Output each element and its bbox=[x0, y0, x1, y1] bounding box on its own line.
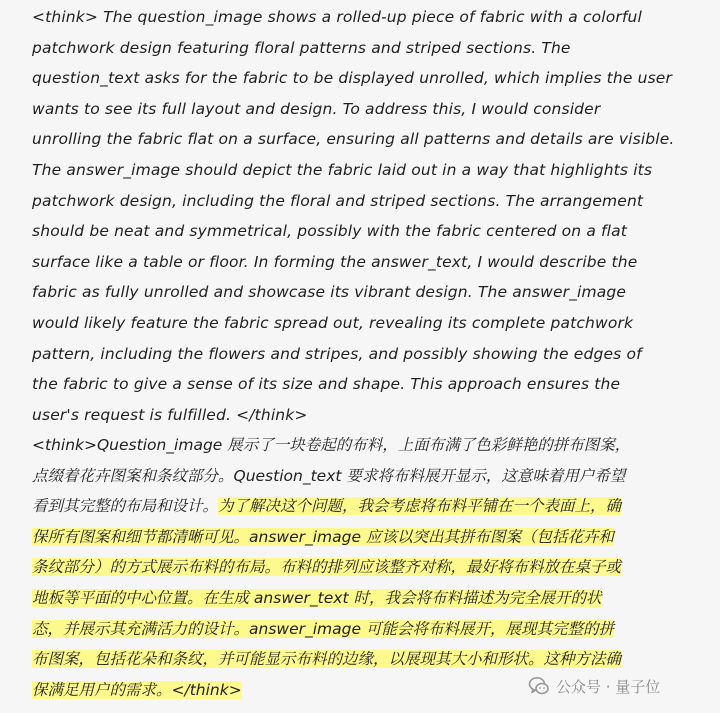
highlighted-text: 为了解决这个问题，我会考虑将布料平铺在一个表面上，确 bbox=[218, 497, 622, 516]
highlighted-text: 态，并展示其充满活力的设计。answer_image 可能会将布料展开，展现其完整的拼 bbox=[32, 619, 614, 638]
highlighted-text: 保满足用户的需求。</think> bbox=[32, 680, 242, 699]
text-line: would likely feature the fabric spread out, revealing its complete patchwork bbox=[32, 313, 634, 332]
watermark-text: 公众号 · 量子位 bbox=[556, 677, 661, 696]
highlighted-text: 布图案，包括花朵和条纹，并可能显示布料的边缘，以展现其大小和形状。这种方法确 bbox=[32, 650, 622, 669]
highlighted-text: 保所有图案和细节都清晰可见。answer_image 应该以突出其拼布图案（包括花卉和 bbox=[32, 527, 614, 546]
chinese-think-paragraph bbox=[32, 430, 702, 705]
text-line bbox=[32, 614, 702, 645]
text-line: fabric as fully unrolled and showcase its vibrant design. The answer_image bbox=[32, 283, 627, 302]
text-line: <think>Question_image 展示了一块卷起的布料，上面布满了色彩鲜艳的拼布图案， bbox=[32, 436, 631, 454]
plain-text: 看到其完整的布局和设计。 bbox=[32, 497, 219, 516]
text-line: pattern, including the flowers and stripes, and possibly showing the edges of bbox=[32, 344, 642, 363]
text-line bbox=[32, 552, 702, 583]
text-line: <think> The question_image shows a rolled-up piece of fabric with a colorful bbox=[32, 8, 642, 26]
highlighted-text: 地板等平面的中心位置。在生成 answer_text 时，我会将布料描述为完全展开的状 bbox=[32, 588, 602, 607]
text-line: user's request is fulfilled. </think> bbox=[32, 405, 308, 424]
text-line bbox=[32, 644, 702, 675]
text-line: question_text asks for the fabric to be displayed unrolled, which implies the user bbox=[32, 69, 673, 88]
text-line: The answer_image should depict the fabric laid out in a way that highlights its bbox=[32, 160, 653, 179]
text-line bbox=[32, 583, 702, 614]
wechat-icon bbox=[528, 675, 550, 697]
text-line: 点缀着花卉图案和条纹部分。Question_text 要求将布料展开显示，这意味着用户希望 bbox=[32, 466, 626, 485]
text-line: patchwork design, including the floral and striped sections. The arrangement bbox=[32, 191, 644, 210]
highlighted-text: 条纹部分）的方式展示布料的布局。布料的排列应该整齐对称，最好将布料放在桌子或 bbox=[32, 558, 622, 577]
text-line: the fabric to give a sense of its size and shape. This approach ensures the bbox=[32, 375, 621, 394]
text-line: wants to see its full layout and design. To address this, I would consider bbox=[32, 99, 601, 118]
watermark bbox=[528, 672, 660, 700]
text-line: unrolling the fabric flat on a surface, ensuring all patterns and details are visible. bbox=[32, 130, 675, 149]
text-line bbox=[32, 491, 702, 522]
text-line: patchwork design featuring floral patterns and striped sections. The bbox=[32, 38, 571, 57]
text-line bbox=[32, 522, 702, 553]
text-line: surface like a table or floor. In forming the answer_text, I would describe the bbox=[32, 252, 638, 271]
english-think-paragraph bbox=[32, 2, 702, 430]
text-line: should be neat and symmetrical, possibly with the fabric centered on a flat bbox=[32, 222, 627, 241]
